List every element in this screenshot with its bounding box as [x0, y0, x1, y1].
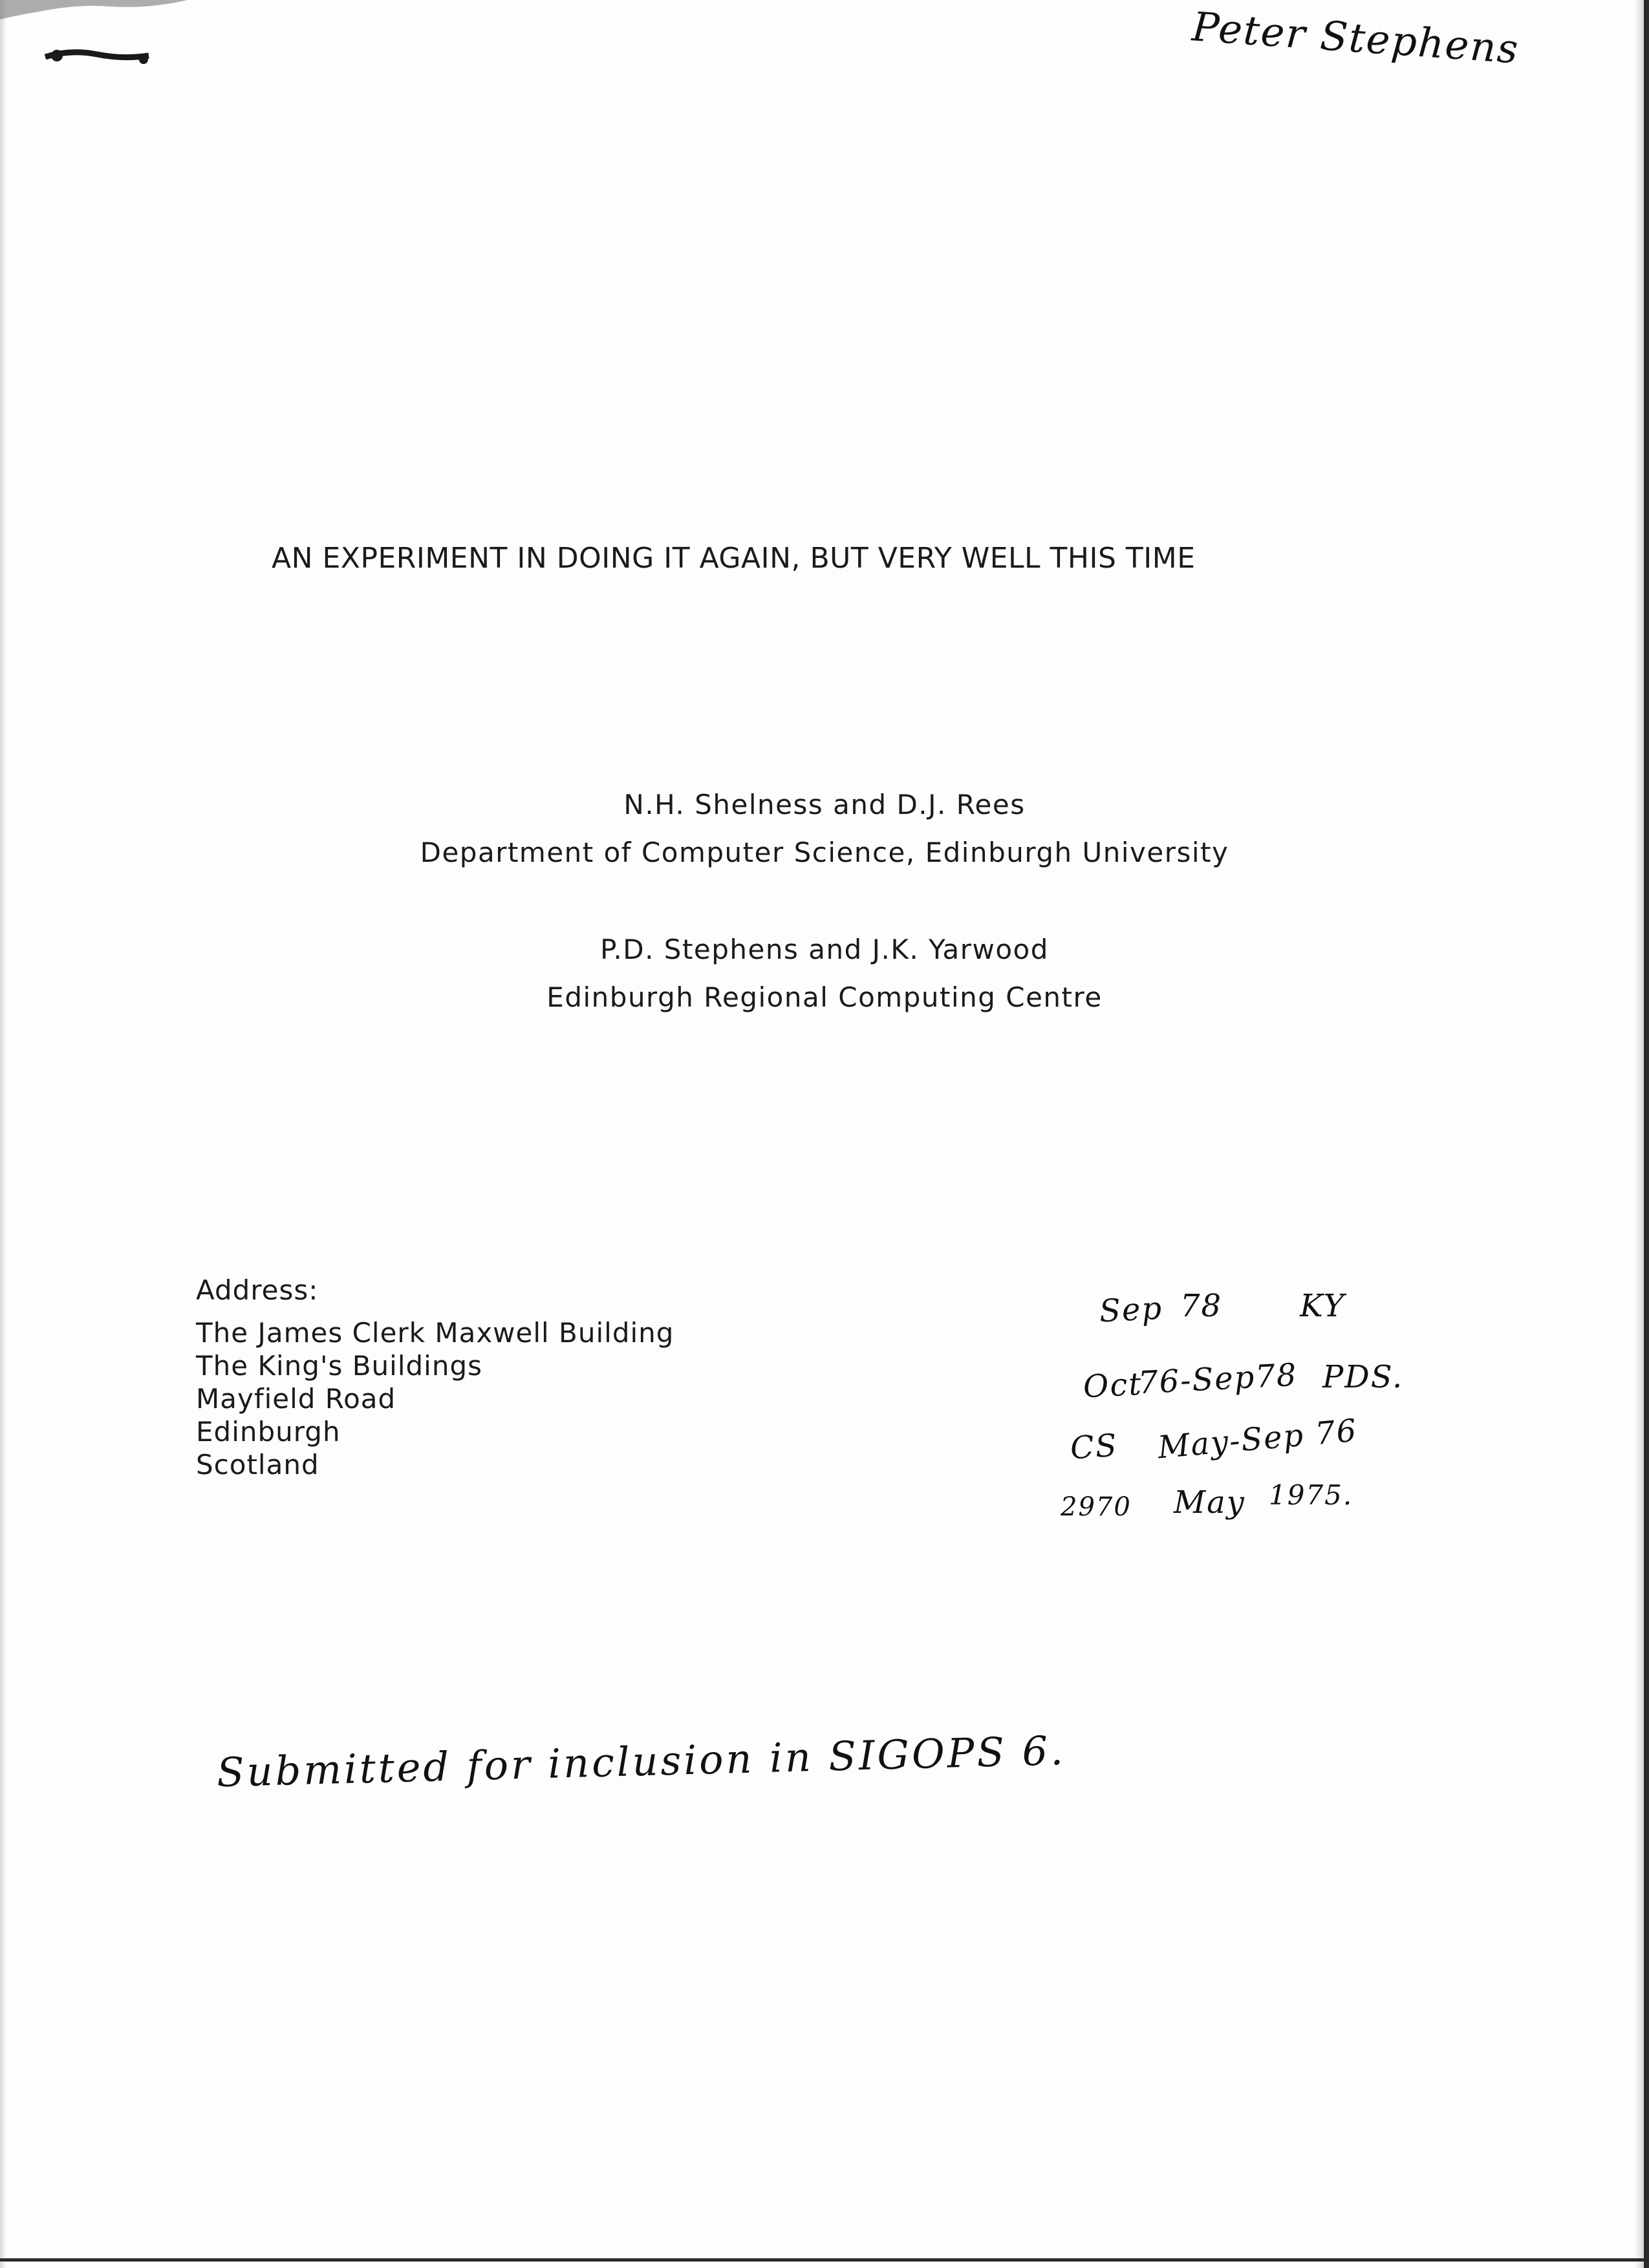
affiliation-group-1: Department of Computer Science, Edinburgh University	[420, 837, 1229, 868]
address-line: The King's Buildings	[196, 1350, 482, 1382]
handwritten-date-1-c: KY	[1300, 1288, 1346, 1324]
address-line: The James Clerk Maxwell Building	[196, 1317, 674, 1349]
address-block	[196, 1274, 674, 1481]
handwritten-date-3-a: CS	[1069, 1427, 1119, 1467]
handwritten-date-4-c: 1975.	[1269, 1479, 1353, 1511]
address-line: Mayfield Road	[196, 1383, 396, 1415]
handwritten-date-2-c: PDS.	[1322, 1359, 1404, 1395]
handwritten-date-2-a: Oct	[1082, 1365, 1143, 1406]
address-label: Address:	[196, 1274, 319, 1306]
scan-shadow-right	[1635, 0, 1644, 2268]
handwritten-date-1-b: 78	[1180, 1288, 1223, 1324]
authors-group-1: N.H. Shelness and D.J. Rees	[623, 789, 1026, 820]
paper-title: AN EXPERIMENT IN DOING IT AGAIN, BUT VERY WELL THIS TIME	[272, 542, 1196, 575]
handwritten-date-3-b: May-Sep 76	[1156, 1412, 1359, 1466]
address-line: Edinburgh	[196, 1416, 341, 1448]
address-lines	[196, 1316, 674, 1481]
address-line: Scotland	[196, 1449, 319, 1481]
handwritten-date-1-a: Sep	[1098, 1290, 1164, 1330]
scan-edge-right	[1644, 0, 1649, 2268]
scan-edge-left	[0, 0, 6, 2268]
authors-group-2: P.D. Stephens and J.K. Yarwood	[600, 934, 1049, 965]
scan-edge-bottom	[0, 2258, 1649, 2262]
handwritten-date-4-b: May	[1174, 1484, 1245, 1521]
handwritten-signature: Peter Stephens	[1191, 3, 1521, 73]
corner-smudge-mark	[0, 0, 194, 71]
handwritten-submission-note: Submitted for inclusion in SIGOPS 6.	[216, 1726, 1066, 1797]
handwritten-date-4-a: 2970	[1061, 1492, 1132, 1522]
handwritten-date-2-b: 76-Sep78	[1137, 1356, 1299, 1402]
affiliation-group-2: Edinburgh Regional Computing Centre	[546, 981, 1103, 1013]
